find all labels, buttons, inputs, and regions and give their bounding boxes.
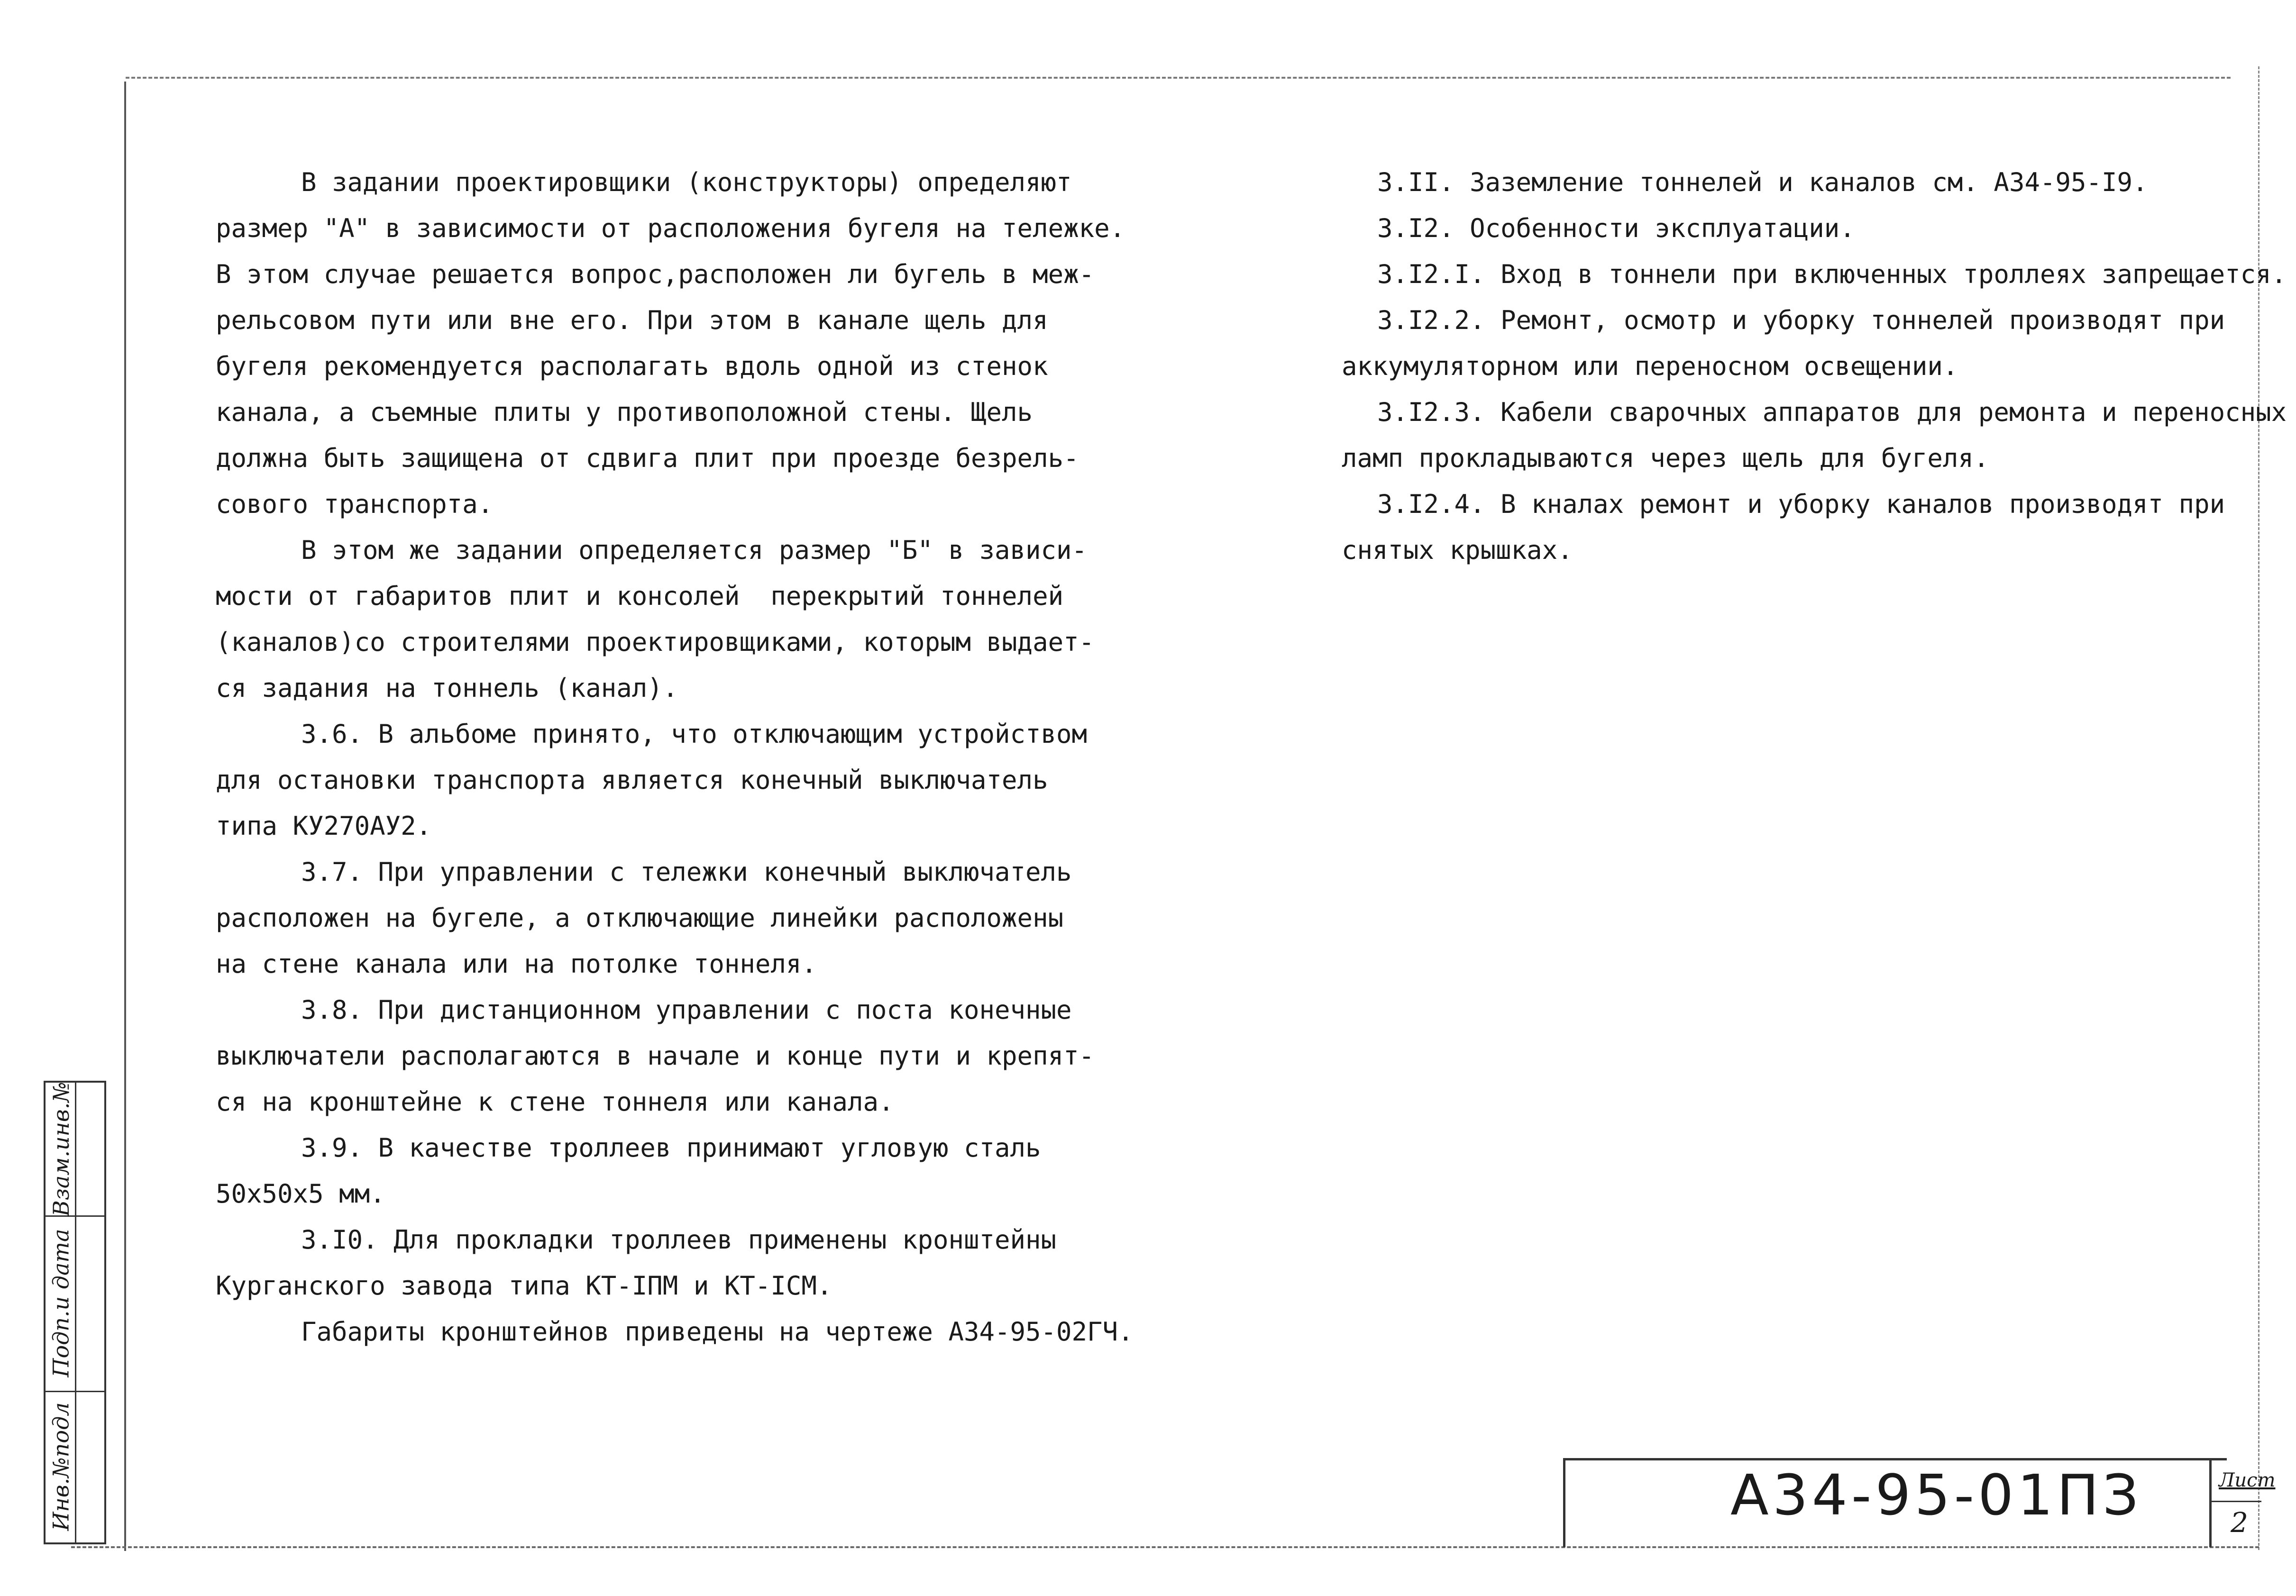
text-line: 3.8. При дистанционном управлении с поста конечные (301, 995, 1072, 1025)
text-line: 3.7. При управлении с тележки конечный выключатель (301, 857, 1072, 887)
text-line: В этом же задании определяется размер "Б" в зависи- (301, 535, 1088, 565)
text-line: рельсовом пути или вне его. При этом в канале щель для (216, 305, 1048, 335)
stamp-label-inv-podl: Инв.№подл (48, 1402, 74, 1531)
sheet-label: Лист (2219, 1469, 2276, 1491)
text-line: 3.I2.4. В кналах ремонт и уборку каналов производят при (1377, 489, 2225, 519)
text-line: для остановки транспорта является конечный выключатель (216, 765, 1048, 795)
text-line: 3.II. Заземление тоннелей и каналов см. А34-95-I9. (1377, 167, 2148, 197)
text-line: 3.6. В альбоме принято, что отключающим устройством (301, 719, 1088, 749)
sheet-number: 2 (2231, 1506, 2248, 1539)
text-line: ся задания на тоннель (канал). (216, 673, 678, 703)
document-code: А34-95-01ПЗ (1730, 1462, 2142, 1528)
text-line: 3.I2. Особенности эксплуатации. (1377, 213, 1855, 243)
text-line: выключатели располагаются в начале и конце пути и крепят- (216, 1041, 1095, 1071)
text-line: бугеля рекомендуется располагать вдоль одной из стенок (216, 351, 1048, 381)
stamp-cell-vzam-inv (46, 1083, 77, 1215)
text-line: 50х50х5 мм. (216, 1179, 385, 1209)
text-line: Курганского завода типа КТ-IПМ и КТ-IСМ. (216, 1271, 832, 1301)
frame-top-border (126, 77, 2231, 79)
text-line: размер "А" в зависимости от расположения бугеля на тележке. (216, 213, 1125, 243)
side-stamp (44, 1081, 106, 1544)
text-line: на стене канала или на потолке тоннеля. (216, 949, 817, 979)
text-line: 3.I0. Для прокладки троллеев применены кронштейны (301, 1225, 1057, 1255)
stamp-cell-inv-podl (46, 1391, 77, 1542)
stamp-label-podp-data: Подп.и дата (48, 1229, 74, 1377)
text-line: сового транспорта. (216, 489, 494, 519)
frame-left-border (124, 82, 126, 1551)
text-line: аккумуляторном или переносном освещении. (1342, 351, 1958, 381)
text-line: ся на кронштейне к стене тоннеля или канала. (216, 1087, 894, 1117)
text-line: В задании проектировщики (конструкторы) определяют (301, 167, 1072, 197)
text-line: типа КУ270АУ2. (216, 811, 432, 841)
text-line: 3.I2.3. Кабели сварочных аппаратов для ремонта и переносных (1377, 397, 2287, 427)
text-line: ламп прокладываются через щель для бугеля. (1342, 443, 1989, 473)
text-line: должна быть защищена от сдвига плит при проезде безрель- (216, 443, 1079, 473)
text-line: 3.I2.I. Вход в тоннели при включенных троллеях запрещается. (1377, 259, 2287, 289)
text-line: канала, а съемные плиты у противоположной стены. Щель (216, 397, 1033, 427)
left-text-column (216, 159, 1134, 1355)
stamp-cell-podp-data (46, 1215, 77, 1391)
text-line: В этом случае решается вопрос,расположен ли бугель в меж- (216, 259, 1095, 289)
text-line: 3.9. В качестве троллеев принимают угловую сталь (301, 1133, 1041, 1163)
text-line: Габариты кронштейнов приведены на чертеже А34-95-02ГЧ. (301, 1317, 1134, 1347)
text-line: мости от габаритов плит и консолей перекрытий тоннелей (216, 581, 1064, 611)
text-line: расположен на бугеле, а отключающие линейки расположены (216, 903, 1064, 933)
text-line: (каналов)со строителями проектировщиками, которым выдает- (216, 627, 1095, 657)
text-line: снятых крышках. (1342, 535, 1573, 565)
stamp-label-vzam-inv: Взам.инв.№ (48, 1082, 74, 1216)
text-line: 3.I2.2. Ремонт, осмотр и уборку тоннелей производят при (1377, 305, 2225, 335)
right-text-column (1342, 159, 2287, 573)
